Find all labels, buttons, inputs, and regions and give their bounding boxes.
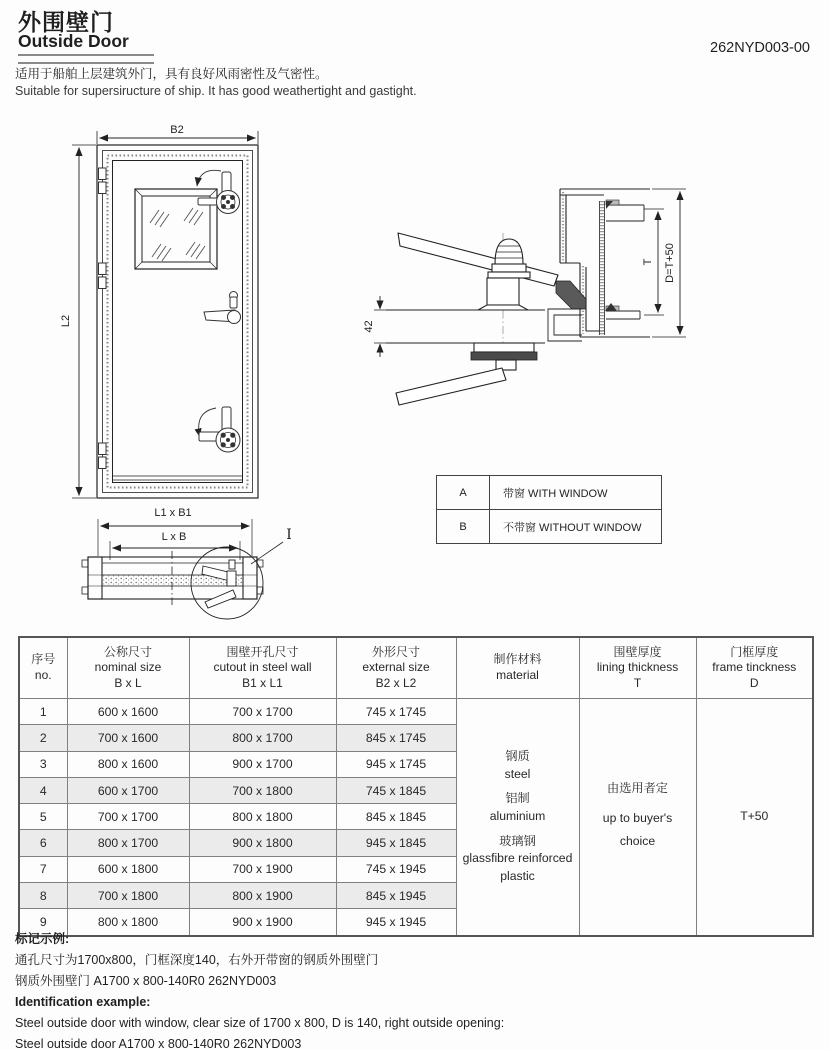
col-header-material — [456, 637, 579, 699]
col-header-cutout — [189, 637, 336, 699]
dimension-lb — [110, 531, 240, 560]
header-sym: B2 x L2 — [375, 675, 417, 690]
example-line-zh-1: 通孔尺寸为1700x800，门框深度140，右外开带窗的钢质外围壁门 — [15, 953, 379, 967]
dimension-t — [642, 209, 664, 315]
cell-cutout: 700 x 1800 — [189, 777, 336, 803]
dim-b2-label: B2 — [170, 124, 184, 136]
cell-cutout: 800 x 1900 — [189, 883, 336, 909]
cell-external: 745 x 1745 — [336, 699, 456, 725]
variant-label: 不带窗 WITHOUT WINDOW — [490, 510, 662, 544]
description-english: Suitable for supersiructure of ship. It has good weathertight and gastight. — [15, 84, 417, 98]
header-zh: 序号 — [31, 652, 56, 667]
material-en: steel — [504, 766, 531, 781]
cell-cutout: 900 x 1800 — [189, 830, 336, 856]
variant-key: A — [437, 476, 490, 510]
header-zh: 制作材料 — [493, 652, 542, 667]
door-latch-middle — [204, 292, 241, 324]
header-sym: T — [633, 675, 642, 690]
header-zh: 公称尺寸 — [103, 644, 152, 659]
header-sym: D — [749, 675, 759, 690]
variant-row — [437, 510, 662, 544]
cell-no: 7 — [19, 856, 67, 882]
cell-no: 9 — [19, 909, 67, 936]
cell-no: 6 — [19, 830, 67, 856]
header-en: cutout in steel wall — [213, 660, 312, 675]
cell-cutout: 900 x 1900 — [189, 909, 336, 936]
page-title-chinese: 外围壁门 — [18, 9, 114, 35]
lining-en: up to buyer's choice — [602, 811, 673, 849]
cell-frame: T+50 — [696, 699, 813, 936]
material-zh: 钢质 — [505, 748, 530, 763]
spec-header-row — [19, 637, 813, 699]
example-label-zh: 标记示例: — [15, 932, 70, 946]
door-clamp-bottom — [199, 407, 240, 452]
cell-external: 945 x 1745 — [336, 751, 456, 777]
cell-material — [456, 699, 579, 936]
spec-table — [18, 636, 814, 937]
cell-lining — [579, 699, 696, 936]
technical-drawing — [0, 105, 830, 635]
cell-nominal: 800 x 1800 — [67, 909, 189, 936]
dim-t-label: T — [642, 258, 654, 266]
cell-cutout: 800 x 1700 — [189, 725, 336, 751]
description-chinese: 适用于船舶上层建筑外门，具有良好风雨密性及气密性。 — [15, 67, 328, 81]
cell-nominal: 700 x 1800 — [67, 883, 189, 909]
dimension-l2 — [60, 145, 96, 498]
dim-l1b1-label: L1 x B1 — [154, 507, 192, 519]
dimension-42 — [363, 296, 386, 357]
example-line-zh-2: 钢质外围壁门 A1700 x 800-140R0 262NYD003 — [15, 974, 277, 988]
variant-row — [437, 476, 662, 510]
cell-nominal: 800 x 1700 — [67, 830, 189, 856]
example-line-en-1: Steel outside door with window, clear size of 1700 x 800, D is 140, right outside opening: — [15, 1016, 505, 1030]
col-header-nominal — [67, 637, 189, 699]
header-zh: 围壁厚度 — [613, 644, 662, 659]
header-zh: 门框厚度 — [730, 644, 779, 659]
cell-nominal: 700 x 1700 — [67, 804, 189, 830]
cell-cutout: 900 x 1700 — [189, 751, 336, 777]
section-detail — [386, 189, 650, 405]
header-en: external size — [362, 660, 430, 675]
document-number: 262NYD003-00 — [710, 40, 810, 56]
detail-callout — [191, 527, 292, 619]
door-frame-section — [548, 189, 650, 341]
detail-mark-label: I — [286, 527, 292, 543]
cell-nominal: 700 x 1600 — [67, 725, 189, 751]
col-header-lining — [579, 637, 696, 699]
cell-external: 845 x 1845 — [336, 804, 456, 830]
cell-external: 945 x 1945 — [336, 909, 456, 936]
cell-no: 5 — [19, 804, 67, 830]
lining-zh: 由选用者定 — [607, 781, 668, 796]
header-en: material — [496, 668, 539, 682]
material-en: glassfibre reinforced plastic — [462, 851, 573, 884]
header-en: no. — [34, 668, 52, 682]
example-line-en-2: Steel outside door A1700 x 800-140R0 262NYD003 — [15, 1037, 302, 1050]
identification-example — [15, 929, 504, 1050]
cell-external: 745 x 1945 — [336, 856, 456, 882]
cell-external: 745 x 1845 — [336, 777, 456, 803]
cell-cutout: 700 x 1700 — [189, 699, 336, 725]
dim-lb-label: L x B — [161, 531, 187, 543]
header-en: lining thickness — [596, 660, 679, 675]
material-zh: 玻璃钢 — [499, 833, 536, 848]
cell-cutout: 800 x 1800 — [189, 804, 336, 830]
cell-external: 945 x 1845 — [336, 830, 456, 856]
door-clamp-top — [197, 170, 240, 213]
cell-nominal: 600 x 1600 — [67, 699, 189, 725]
dim-l2-label: L2 — [60, 314, 72, 328]
header-zh: 外形尺寸 — [371, 644, 420, 659]
cell-nominal: 800 x 1600 — [67, 751, 189, 777]
col-header-no — [19, 637, 67, 699]
cell-external: 845 x 1745 — [336, 725, 456, 751]
variant-key: B — [437, 510, 490, 544]
material-en: aluminium — [489, 808, 546, 823]
cell-no: 4 — [19, 777, 67, 803]
cell-cutout: 700 x 1900 — [189, 856, 336, 882]
dimension-b2 — [97, 124, 258, 144]
glass-hatch — [150, 208, 205, 261]
cell-no: 8 — [19, 883, 67, 909]
cell-no: 3 — [19, 751, 67, 777]
cell-nominal: 600 x 1800 — [67, 856, 189, 882]
dim-42-label: 42 — [363, 320, 375, 333]
dim-d-label: D=T+50 — [664, 243, 676, 283]
title-underline — [18, 54, 154, 64]
header-en: nominal size — [94, 660, 162, 675]
cell-nominal: 600 x 1700 — [67, 777, 189, 803]
col-header-external — [336, 637, 456, 699]
table-row — [19, 699, 813, 725]
cell-external: 845 x 1945 — [336, 883, 456, 909]
header-en: frame tinckness — [712, 660, 797, 675]
cell-no: 2 — [19, 725, 67, 751]
variant-table — [436, 475, 662, 544]
variant-label: 带窗 WITH WINDOW — [490, 476, 662, 510]
header-zh: 围壁开孔尺寸 — [226, 644, 299, 659]
header-sym: B1 x L1 — [242, 675, 283, 690]
col-header-frame — [696, 637, 813, 699]
header-sym: B x L — [114, 675, 142, 690]
material-zh: 铝制 — [505, 791, 530, 806]
page-title-english: Outside Door — [18, 31, 129, 51]
example-label-en: Identification example: — [15, 995, 151, 1009]
cell-no: 1 — [19, 699, 67, 725]
